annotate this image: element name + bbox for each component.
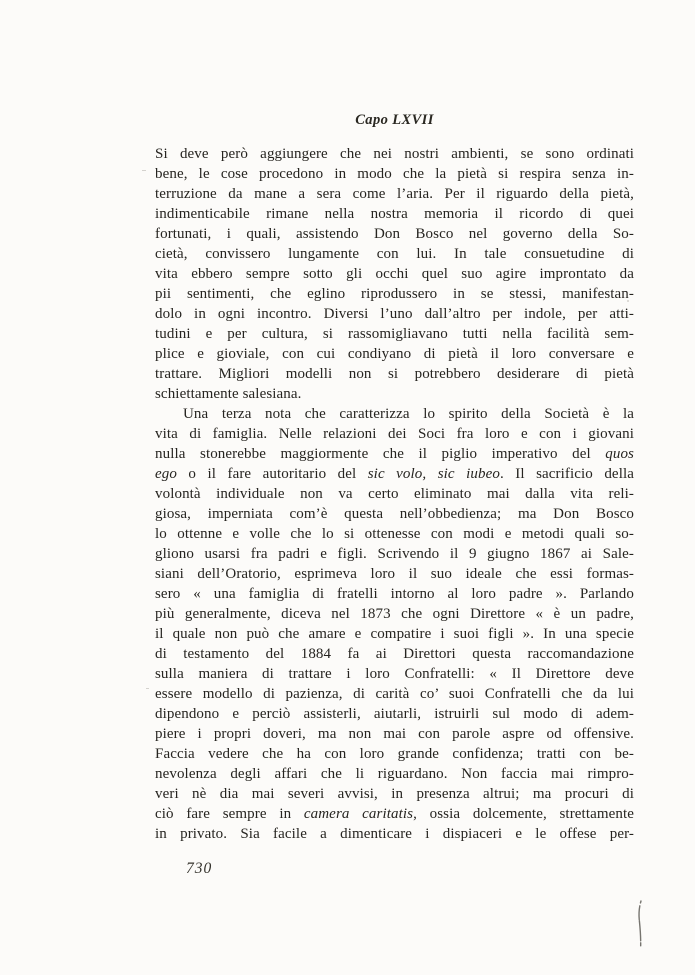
text-segment: nevolenza degli affari che li riguardano. Non faccia mai rimpro- <box>155 766 634 782</box>
text-segment: plice e gioviale, con cui condiyano di pietà il loro conversare e <box>155 346 634 362</box>
text-line <box>155 604 634 624</box>
text-segment: vita ebbero sempre sotto gli occhi quel suo agire improntato da <box>155 266 634 282</box>
text-line <box>155 384 634 404</box>
text-segment: terruzione da mane a sera come l’aria. Per il riguardo della pietà, <box>155 186 634 202</box>
text-line <box>155 224 634 244</box>
italic-text-segment: sic volo, sic iubeo <box>367 466 500 482</box>
text-segment: sulla maniera di trattare i loro Confratelli: « Il Direttore deve <box>155 666 634 682</box>
text-segment: Faccia vedere che ha con loro grande confidenza; tratti con be- <box>155 746 634 762</box>
chapter-header: Capo LXVII <box>355 112 434 128</box>
text-segment: piere i propri doveri, ma non mai con parole aspre od offensive. <box>155 726 634 742</box>
text-line <box>155 284 634 304</box>
text-segment: lo ottenne e volle che lo si ottenesse con modi e metodi quali so- <box>155 526 634 542</box>
text-segment: giosa, imperniata com’è questa nell’obbedienza; ma Don Bosco <box>155 506 634 522</box>
text-segment: siani dell’Oratorio, esprimeva loro il suo ideale che essi formas- <box>155 566 634 582</box>
text-line <box>155 304 634 324</box>
text-line <box>155 704 634 724</box>
text-segment: volontà individuale non va certo eliminato mai dalla vita reli- <box>155 486 634 502</box>
text-line <box>155 744 634 764</box>
text-segment: essere modello di pazienza, di carità co’ suoi Confratelli che da lui <box>155 686 634 702</box>
text-segment: veri nè dia mai severi avvisi, in presenza altrui; ma procuri di <box>155 786 634 802</box>
text-segment: trattare. Migliori modelli non si potrebbero desiderare di pietà <box>155 366 634 382</box>
text-segment: pii sentimenti, che eglino riprodussero in se stessi, manifestan- <box>155 286 634 302</box>
text-segment: nulla stonerebbe maggiormente che il piglio imperativo del <box>155 446 606 462</box>
text-line <box>155 464 634 484</box>
text-segment: cietà, convissero lungamente con lui. In tale consuetudine di <box>155 246 634 262</box>
text-line <box>155 324 634 344</box>
text-line <box>155 424 634 444</box>
text-segment: , ossia dolcemente, strettamente <box>413 806 634 822</box>
text-segment: . Il sacrificio della <box>499 466 634 482</box>
page-number: 730 <box>186 860 213 877</box>
text-segment: Una terza nota che caratterizza lo spirito della Società è la <box>183 406 634 422</box>
text-segment: dipendono e perciò assisterli, aiutarli, istruirli sul modo di adem- <box>155 706 634 722</box>
text-segment: Si deve però aggiungere che nei nostri ambienti, se sono ordinati <box>155 146 634 162</box>
text-line <box>155 584 634 604</box>
text-line <box>155 544 634 564</box>
text-segment: bene, le cose procedono in modo che la pietà si respira senza in- <box>155 166 634 182</box>
text-segment: sero « una famiglia di fratelli intorno al loro padre ». Parlando <box>155 586 634 602</box>
text-line <box>155 564 634 584</box>
text-segment: dolo in ogni incontro. Diversi l’uno dall’altro per indole, per atti- <box>155 306 634 322</box>
italic-text-segment: camera caritatis <box>303 806 414 822</box>
text-line <box>155 144 634 164</box>
text-line <box>155 804 634 824</box>
text-line <box>155 724 634 744</box>
text-block <box>155 144 634 844</box>
text-line <box>155 264 634 284</box>
text-segment: il quale non può che amare e compatire i suoi figli ». In una specie <box>155 626 634 642</box>
text-line <box>155 344 634 364</box>
text-line <box>155 364 634 384</box>
text-line <box>155 624 634 644</box>
text-line <box>155 204 634 224</box>
text-line <box>155 824 634 844</box>
text-line <box>155 184 634 204</box>
text-segment: o il fare autoritario del <box>176 466 368 482</box>
text-line <box>155 444 634 464</box>
text-segment: di testamento del 1884 fa ai Direttori questa raccomandazione <box>155 646 634 662</box>
text-segment: fortunati, i quali, assistendo Don Bosco nel governo della So- <box>155 226 634 242</box>
text-segment: indimenticabile rimane nella nostra memoria il ricordo di quei <box>155 206 634 222</box>
text-segment: tudini e per cultura, si rassomigliavano tutti nella facilità sem- <box>155 326 634 342</box>
text-line <box>155 784 634 804</box>
text-segment: in privato. Sia facile a dimenticare i dispiaceri e le offese per- <box>155 826 634 842</box>
text-segment: più generalmente, diceva nel 1873 che ogni Direttore « è un padre, <box>155 606 634 622</box>
italic-text-segment: ego <box>155 466 177 482</box>
text-line <box>155 164 634 184</box>
text-line <box>155 244 634 264</box>
text-line <box>155 484 634 504</box>
text-segment: schiettamente salesiana. <box>155 386 302 402</box>
italic-text-segment: quos <box>605 446 634 462</box>
text-segment: vita di famiglia. Nelle relazioni dei Soci fra loro e con i giovani <box>155 426 634 442</box>
text-segment: ciò fare sempre in <box>155 806 304 822</box>
text-line <box>155 404 634 424</box>
text-line <box>155 504 634 524</box>
text-line <box>155 764 634 784</box>
text-line <box>155 684 634 704</box>
text-line <box>155 664 634 684</box>
scan-speck <box>146 688 149 689</box>
text-line <box>155 644 634 664</box>
scan-speck <box>142 170 146 171</box>
text-line <box>155 524 634 544</box>
scan-artifact-mark <box>632 900 648 952</box>
scan-speck <box>627 300 629 302</box>
text-segment: gliono usarsi fra padri e figli. Scrivendo il 9 giugno 1867 ai Sale- <box>155 546 634 562</box>
